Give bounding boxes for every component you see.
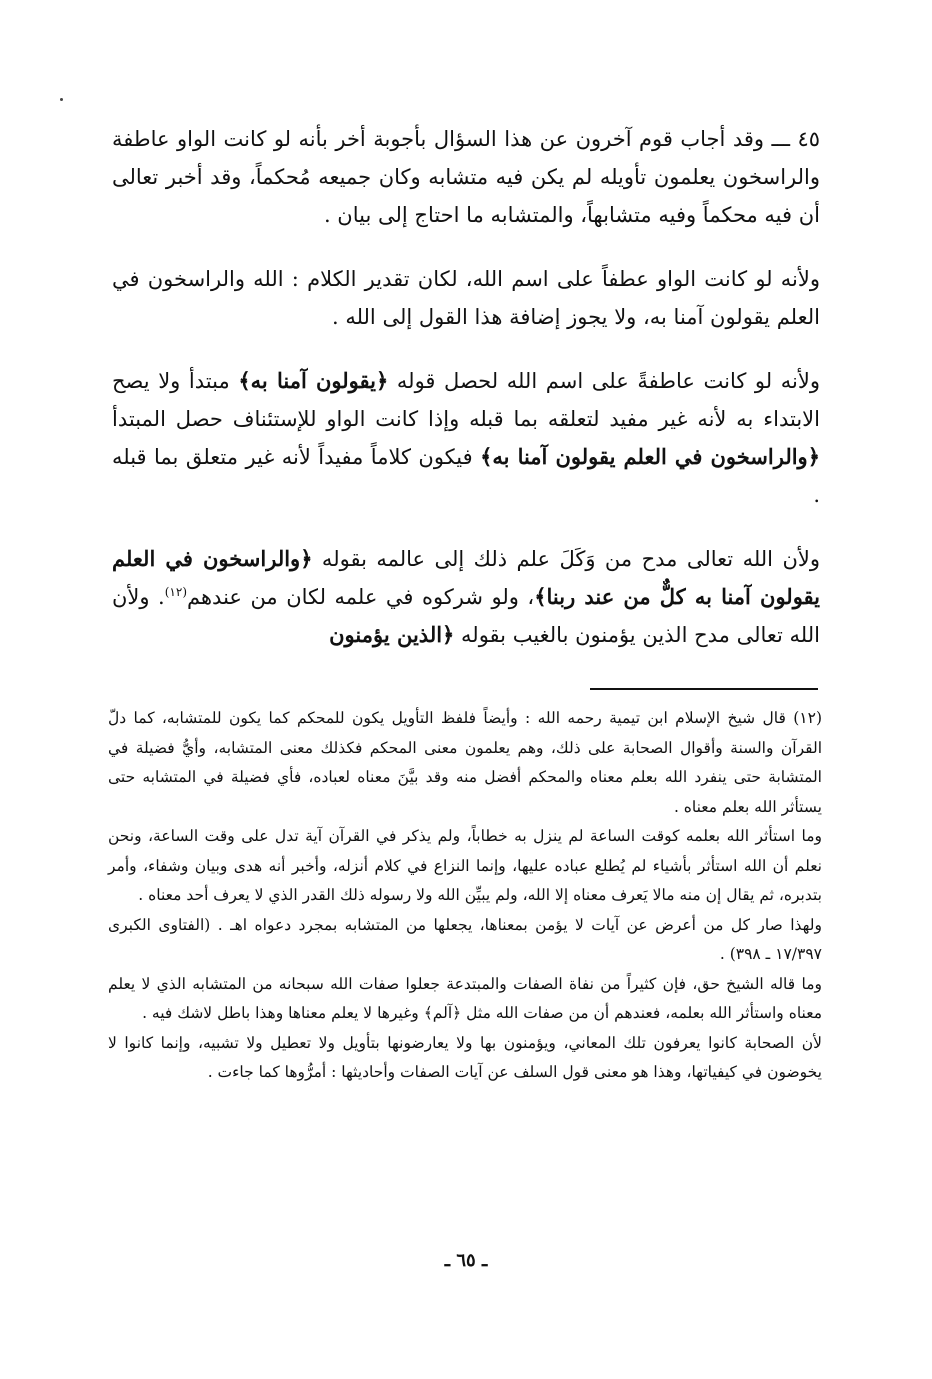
paragraph-dash: ـــ [764,127,798,151]
quran-quote: ﴿والراسخون في العلم يقولون آمنا به﴾ [480,444,821,469]
footnote-number: (١٢) [793,709,822,727]
paragraph-text: ولأن الله تعالى مدح من وَكَلَ علم ذلك إلى عالمه بقوله [312,547,820,571]
quran-quote: ﴿والراسخون في العلم يقولون آمنا به كلٌّ من عند ربنا﴾ [112,546,821,609]
paragraph-text: ولأنه لو كانت الواو عطفاً على اسم الله، لكان تقدير الكلام : الله والراسخون في العلم يقولون آمنا به، ولا يجوز إضافة هذا القول إلى الله . [112,267,820,329]
quran-quote: ﴿يقولون آمنا به﴾ [238,368,389,393]
paragraph-number: ٤٥ [797,127,820,151]
margin-dot [60,98,63,101]
footnote-12 [108,704,822,822]
footnote-divider [590,688,818,690]
paragraph-45 [112,120,820,234]
paragraph [112,362,820,514]
footnote-reference[interactable]: (١٢) [164,585,187,599]
paragraph-text: ، ولو شركوه في علمه لكان من عندهم [187,585,535,609]
footnote-paragraph: ولهذا صار كل من أعرض عن آيات لا يؤمن بمعناها، يجعلها من المتشابه بمجرد دعواه اهـ . (الفتاوى الكبرى ١٧/٣٩٧ ـ ٣٩٨) . [108,915,822,963]
footnote-paragraph: وما قاله الشيخ حق، فإن كثيراً من نفاة الصفات والمبتدعة جعلوا صفات الله سبحانه من المتشابه الذي لا يعلم معناه واستأثر الله بعلمه، فعندهم أن من صفات الله مثل ﴿آلم﴾ وغيرها لا يعلم معناها وهذا باطل لاشك فيه . [108,974,822,1022]
footnote-paragraph: وما استأثر الله بعلمه كوقت الساعة لم ينزل به خطاباً، ولم يذكر في القرآن آية تدل على وقت الساعة، ونحن نعلم أن الله استأثر بأشياء لم يُطلع عباده عليها، وإنما النزاع في كلام أنزله، وأخبر أنه هدى وبيان وشفاء، وأمر بتدبره، ثم يقال إن منه مالا يَعرف معناه إلا الله، ولم يبيِّن الله ولا رسوله ذلك القدر الذي لا يعرف أحد معناه . [108,827,822,904]
quran-quote: ﴿الذين يؤمنون [329,622,455,647]
main-text [112,120,820,680]
footnote-paragraph: لأن الصحابة كانوا يعرفون تلك المعاني، ويؤمنون بها ولا يعارضونها بتأويل ولا تعطيل ولا تشبيه، وإنما كانوا لا يخوضون في كيفياتها، وهذا هو معنى قول السلف عن آيات الصفات وأحاديثها : أمرُّوها كما جاءت . [108,1033,822,1081]
page-number: ـ ٦٥ ـ [444,1250,488,1271]
paragraph [112,540,820,654]
paragraph-text: . ولأن الله تعالى مدح الذين يؤمنون بالغيب بقوله [112,585,820,647]
paragraph-text: وقد أجاب قوم آخرون عن هذا السؤال بأجوبة أخر بأنه لو كانت الواو عاطفة والراسخون يعلمون تأويله لم يكن فيه متشابه وكان جميعه مُحكماً، وقد أخبر تعالى أن فيه محكماً وفيه متشابهاً، والمتشابه ما احتاج إلى بيان . [112,127,820,227]
paragraph-text: ولأنه لو كانت عاطفةً على اسم الله لحصل قوله [388,369,821,393]
paragraph-text: فيكون كلاماً مفيداً لأنه غير متعلق بما قبله . [112,445,820,507]
paragraph-text: مبتدأ ولا يصح الابتداء به لأنه غير مفيد لتعلقه بما قبله وإذا كانت الواو للإستئناف حصل المبتدأ [112,369,820,431]
paragraph [112,260,820,336]
footnote-text: قال شيخ الإسلام ابن تيمية رحمه الله : وأيضاً فلفظ التأويل يكون للمحكم كما يكون للمتشابه، كما دلّ القرآن والسنة وأقوال الصحابة على ذلك، وهم يعلمون معنى المحكم فكذلك معنى المتشابه، وأيُّ فضيلة في المتشابة حتى ينفرد الله بعلم معناه والمحكم أفضل منه وقد بيَّنَ معناه لعباده، فأي فضيلة في المتشابه حتى يستأثر الله بعلم معناه . [108,709,822,816]
footnotes [108,704,822,1088]
